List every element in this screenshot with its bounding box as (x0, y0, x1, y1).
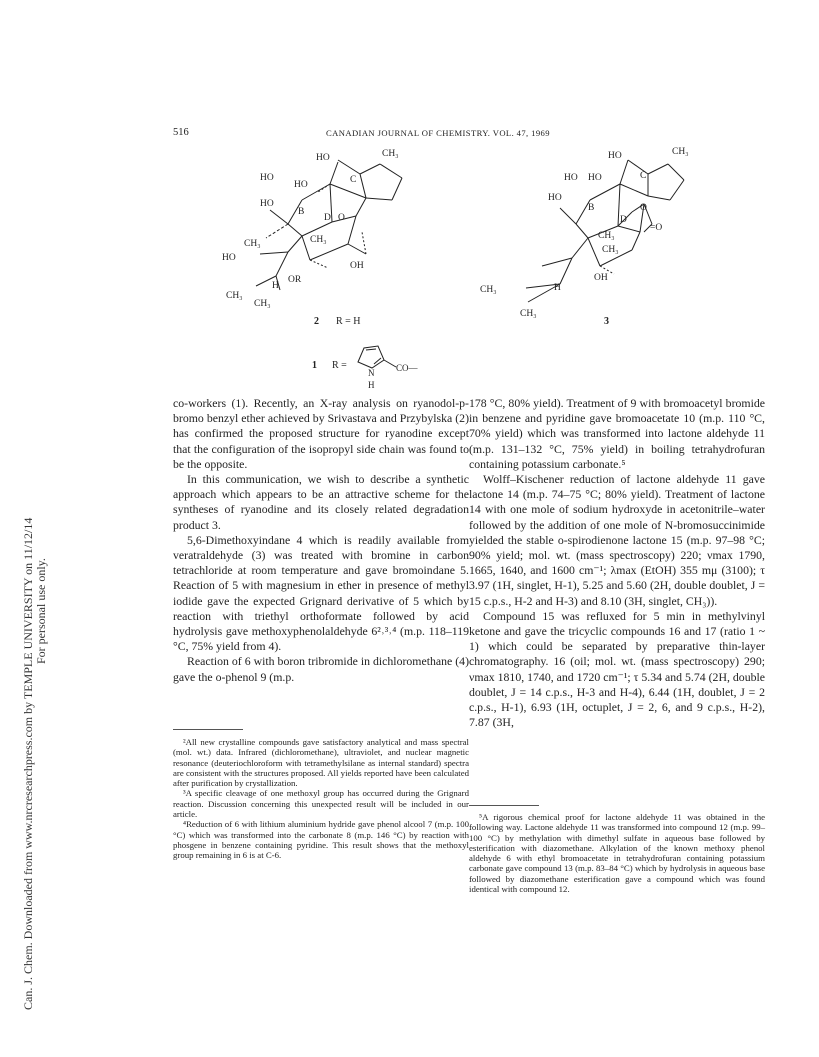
s3-label-ho-left: HO (548, 193, 562, 203)
download-sidebar (0, 0, 48, 1057)
s2-label-d: D (324, 213, 331, 223)
s2-label-h: H (272, 281, 279, 291)
caption-1-co: CO— (396, 363, 418, 373)
s3-label-ch3-b: CH₃ (598, 231, 615, 241)
running-head: CANADIAN JOURNAL OF CHEMISTRY. VOL. 47, 1969 (326, 128, 550, 138)
s2-label-ho-bottom: HO (222, 253, 236, 263)
structure-figure (170, 140, 690, 390)
s3-label-carbonyl-o: =O (650, 223, 663, 233)
caption-1-h: H (368, 380, 375, 390)
download-notice-line1: Can. J. Chem. Downloaded from www.nrcresearchpress.com by TEMPLE UNIVERSITY on 11/12/14 (21, 517, 35, 1010)
left-paragraph-4: Reaction of 6 with boron tribromide in dichloromethane (4) gave the o-phenol 9 (m.p. (173, 654, 469, 684)
caption-1-number: 1 (312, 360, 317, 371)
s2-label-b: B (298, 207, 305, 217)
s2-label-ho-mid: HO (260, 173, 274, 183)
s2-label-ch3-left: CH₃ (226, 291, 243, 301)
download-notice-line2: For personal use only. (34, 558, 48, 664)
right-paragraph-2: Wolff–Kischener reduction of lactone aldehyde 11 gave lactone 14 (m.p. 74–75 °C; 80% yield). Treatment of lactone 14 with one mole of sodium hydroxyde in acetonitrile–water followed by the addition of one mole of N-bromosuccinimide yielded the stable o-spirodienone lactone 15 (m.p. 97–98 °C; 90% yield; mol. wt. (mass spectroscopy) 220; νmax 1790, 1665, 1640, and 1600 cm⁻¹; λmax (EtOH) 355 mμ (3100); τ 3.97 (1H, singlet, H-1), 5.25 and 5.60 (2H, double doublet, J = 15 c.p.s., H-2 and H-3) and 8.10 (3H, singlet, CH₃)). (469, 472, 765, 608)
s3-label-c: C (640, 171, 647, 181)
s3-label-ch3-left: CH₃ (480, 285, 497, 295)
caption-2-number: 2 (314, 316, 319, 327)
s2-label-o: O (338, 213, 345, 223)
s3-label-d: D (620, 215, 627, 225)
s3-label-o: O (640, 203, 647, 213)
right-footnote-rule (469, 805, 539, 806)
left-footnote-rule (173, 729, 243, 730)
s2-label-ho-ring: HO (294, 180, 308, 190)
s2-label-oh: OH (350, 261, 364, 271)
s3-label-ch3-bottom: CH₃ (520, 309, 537, 319)
right-footnotes (469, 812, 765, 894)
s3-label-ho-mid: HO (564, 173, 578, 183)
s3-label-b: B (588, 203, 595, 213)
right-paragraph-3: Compound 15 was refluxed for 5 min in methylvinyl ketone and gave the tricyclic compounds 16 and 17 (ratio 1 ~ 1) which could be separated by preparative thin-layer chromatography. 16 (oil; mol. wt. (mass spectroscopy) 290; νmax 1810, 1740, and 1720 cm⁻¹; τ 5.34 and 5.74 (2H, double doublet, J = 14 c.p.s., H-3 and H-4), 6.44 (1H, doublet, J = 2 c.p.s., H-1), 6.93 (1H, octuplet, J = 2, 6, and 9 c.p.s., H-2), 7.87 (3H, (469, 608, 765, 730)
s2-label-ch3-mid: CH₃ (310, 235, 327, 245)
footnote-5: ⁵A rigorous chemical proof for lactone aldehyde 11 was obtained in the following way. Lactone aldehyde 11 was transformed into compound 12 (m.p. 99–100 °C) by methylation with dimethyl sulfate in aqueous base followed by esterification with diazomethane. Alkylation of the known methoxy phenol aldehyde 6 with ethyl bromoacetate in tetrahydrofuran containing potassium carbonate gave compound 13 (m.p. 83–84 °C) which by hydrolysis in aqueous base followed by diazomethane esterification gave a compound which was found identical with compound 12. (469, 812, 765, 895)
structure-2-labels (222, 149, 399, 309)
s3-label-ho-ring: HO (588, 173, 602, 183)
s2-label-c: C (350, 175, 357, 185)
s3-label-h: H (554, 283, 561, 293)
s2-label-ho-left: HO (260, 199, 274, 209)
caption-1-n: N (368, 368, 375, 378)
structure-2-bonds (256, 160, 402, 290)
s2-label-ho-top: HO (316, 153, 330, 163)
compound-1-substituent (312, 346, 419, 390)
s2-label-ch3-right: CH₃ (254, 299, 271, 309)
s3-label-ch3-top: CH₃ (672, 147, 689, 157)
footnote-4: ⁴Reduction of 6 with lithium aluminium hydride gave phenol alcool 7 (m.p. 100 °C) which was transformed into the carbonate 8 (m.p. 146 °C) by reaction with phosgene in benzene containing pyridine. This result shows that the methoxyl group remaining in 6 is at C-6. (173, 819, 469, 861)
s2-label-ch3-top: CH₃ (382, 149, 399, 159)
caption-1-r: R = (332, 360, 347, 371)
footnote-2: ²All new crystalline compounds gave satisfactory analytical and mass spectral (mol. wt.) data. Infrared (dichloromethane), ultraviolet, and nuclear magnetic resonance (deuteriochloroform with tetramethylsilane as internal standard) spectra are consistent with the structures proposed. All yields reported have been calculated after purification by crystallization. (173, 737, 469, 789)
s2-label-ch3-b: CH₃ (244, 239, 261, 249)
left-paragraph-3: 5,6-Dimethoxyindane 4 which is readily available from veratraldehyde (3) was treated with bromine in carbon tetrachloride at room temperature and gave bromoindane 5. Reaction of 5 with magnesium in ether in presence of methyl iodide gave the expected Grignard derivative of 5 which by reaction with triethyl orthoformate followed by acid hydrolysis gave methoxyphenolaldehyde 6²˒³˒⁴ (m.p. 118–119 °C, 75% yield from 4). (173, 532, 469, 654)
footnote-3: ³A specific cleavage of one methoxyl group has occurred during the Grignard reaction. Discussion concerning this unexpected result will be included in our article. (173, 788, 469, 820)
page-number: 516 (173, 127, 189, 138)
right-column (469, 396, 765, 730)
s3-label-ch3-c: CH₃ (602, 245, 619, 255)
left-column (173, 396, 469, 685)
download-notice (22, 518, 48, 1010)
left-footnotes (173, 737, 469, 861)
s3-label-ho-top: HO (608, 151, 622, 161)
s2-label-or: OR (288, 275, 302, 285)
structures-drawing (170, 140, 690, 390)
left-paragraph-1: co-workers (1). Recently, an X-ray analysis on ryanodol-p-bromo benzyl ether achieved by Srivastava and Przybylska (2) has confirmed the proposed structure for ryanodine except that the configuration of the isopropyl side chain was found to be the opposite. (173, 396, 469, 471)
s3-label-oh: OH (594, 273, 608, 283)
caption-3-number: 3 (604, 316, 609, 327)
caption-2-text: R = H (336, 316, 361, 327)
right-paragraph-1: 178 °C, 80% yield). Treatment of 9 with bromoacetyl bromide in benzene and pyridine gave bromoacetate 10 (m.p. 110 °C, 70% yield) which was transformed into lactone aldehyde 11 (m.p. 131–132 °C, 75% yield) in boiling tetrahydrofuran containing potassium carbonate.⁵ (469, 396, 765, 471)
left-paragraph-2: In this communication, we wish to describe a synthetic approach which appears to be an attractive scheme for the syntheses of ryanodine and its closely related degradation product 3. (173, 472, 469, 532)
